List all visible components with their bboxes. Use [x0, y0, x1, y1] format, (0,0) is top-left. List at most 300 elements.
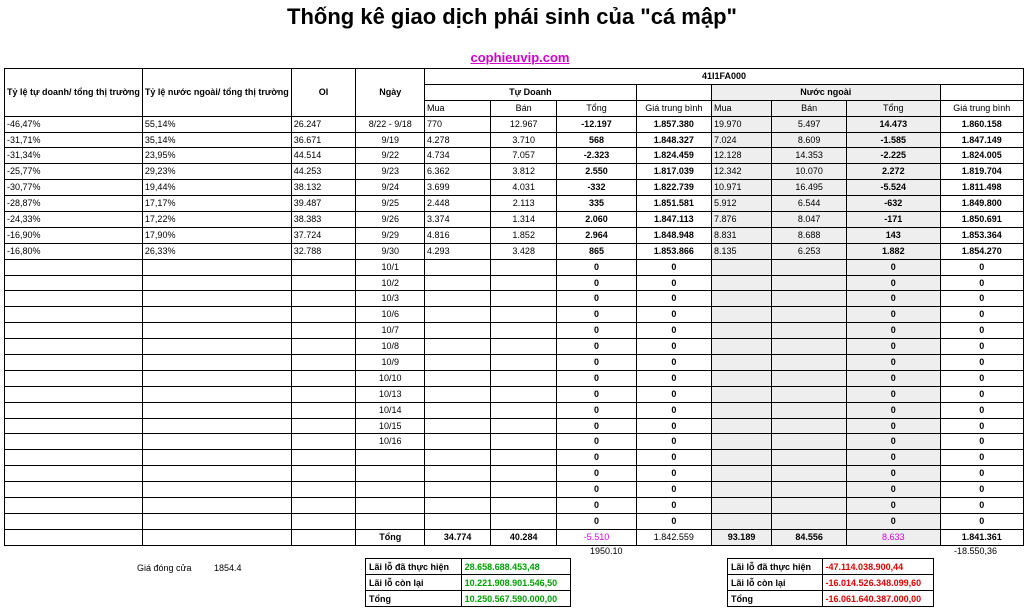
cell-tdm [425, 259, 491, 275]
cell-tdb [491, 450, 557, 466]
cell-date [356, 482, 425, 498]
cell-tdt: -12.197 [557, 116, 636, 132]
cell-tdm [425, 386, 491, 402]
cell-nnb [772, 370, 847, 386]
cell-tdm [425, 402, 491, 418]
cell-tdt: 0 [557, 259, 636, 275]
cell-oi [291, 498, 356, 514]
summary-row [728, 575, 934, 591]
summary-label: Tổng [728, 591, 823, 607]
cell-nnm [711, 307, 771, 323]
page-title: Thống kê giao dịch phái sinh của "cá mập" [287, 4, 737, 29]
table-row [5, 164, 1024, 180]
cell-date: 10/7 [356, 323, 425, 339]
cell-tdm [425, 307, 491, 323]
cell-nnb [772, 386, 847, 402]
cell-date: 10/15 [356, 418, 425, 434]
cell-tdm [425, 498, 491, 514]
cell-nng: 1.811.498 [940, 180, 1023, 196]
cell-nnm: 12.128 [711, 148, 771, 164]
cell-date: 10/10 [356, 370, 425, 386]
cell-tdb [491, 307, 557, 323]
cell-nnb [772, 466, 847, 482]
cell-tdm: 4.816 [425, 227, 491, 243]
cell-tdb [491, 513, 557, 529]
cell-nnb: 10.070 [772, 164, 847, 180]
cell-nnm [711, 482, 771, 498]
cell-tdb [491, 386, 557, 402]
cell-tdg: 0 [636, 291, 711, 307]
cell-nnb [772, 259, 847, 275]
cell-date: 9/29 [356, 227, 425, 243]
cell-tdt: 0 [557, 307, 636, 323]
table-row [5, 466, 1024, 482]
cell-nnt: -5.524 [847, 180, 940, 196]
cell-date: 9/23 [356, 164, 425, 180]
header-date: Ngày [356, 69, 425, 117]
cell-r1 [5, 307, 143, 323]
header-td-gia: Giá trung bình [636, 100, 711, 116]
header-nuoc-ngoai-ratio: Tỷ lệ nước ngoài/ tổng thị trường [142, 69, 291, 117]
cell-oi [291, 513, 356, 529]
cell-nnb [772, 355, 847, 371]
cell-tdg: 1.848.327 [636, 132, 711, 148]
table-row [5, 196, 1024, 212]
table-row [5, 291, 1024, 307]
cell-oi: 44.253 [291, 164, 356, 180]
cell-r2 [142, 498, 291, 514]
cell-r1: -16,80% [5, 243, 143, 259]
summary-value: 28.658.688.453,48 [461, 559, 570, 575]
cell-tdb: 12.967 [491, 116, 557, 132]
cell-nng: 1.854.270 [940, 243, 1023, 259]
cell-date: 10/3 [356, 291, 425, 307]
cell-nnt: 0 [847, 482, 940, 498]
table-row [5, 418, 1024, 434]
table-row [5, 243, 1024, 259]
cell-nnb [772, 418, 847, 434]
cell-nnb: 8.609 [772, 132, 847, 148]
cell-nnt: 14.473 [847, 116, 940, 132]
cell-r2: 17,22% [142, 212, 291, 228]
cell-r2 [142, 482, 291, 498]
table-row [5, 275, 1024, 291]
cell-tdm: 4.278 [425, 132, 491, 148]
cell-nng: 1.819.704 [940, 164, 1023, 180]
cell-tdb: 2.113 [491, 196, 557, 212]
cell-r1 [5, 402, 143, 418]
cell-tdg: 0 [636, 275, 711, 291]
cell-oi: 26.247 [291, 116, 356, 132]
nn-below-value: -18.550,36 [954, 546, 998, 556]
cell-tdt: 0 [557, 339, 636, 355]
cell-nng: 1.860.158 [940, 116, 1023, 132]
cell-nnm [711, 498, 771, 514]
summary-label: Lãi lỗ còn lại [728, 575, 823, 591]
cell-r2: 23,95% [142, 148, 291, 164]
cell-date: 9/22 [356, 148, 425, 164]
cell-nnm: 19.970 [711, 116, 771, 132]
cell-oi: 44.514 [291, 148, 356, 164]
cell-nnm: 10.971 [711, 180, 771, 196]
cell-nnm [711, 355, 771, 371]
cell-tdg: 0 [636, 466, 711, 482]
cell-nnb [772, 339, 847, 355]
cell-tdb: 4.031 [491, 180, 557, 196]
cell-date: 10/1 [356, 259, 425, 275]
cell-oi: 38.132 [291, 180, 356, 196]
cell-r2 [142, 323, 291, 339]
cell-nng: 0 [940, 275, 1023, 291]
summary-value: 10.221.908.901.546,50 [461, 575, 570, 591]
cell-tdg: 1.853.866 [636, 243, 711, 259]
cell-nnb: 6.253 [772, 243, 847, 259]
cell-tdg: 0 [636, 498, 711, 514]
cell-nnt: 0 [847, 339, 940, 355]
cell-date: 10/14 [356, 402, 425, 418]
cell-r1: -24,33% [5, 212, 143, 228]
cell-nnm: 8.831 [711, 227, 771, 243]
cell-nnt: 1.882 [847, 243, 940, 259]
table-row [5, 132, 1024, 148]
cell-tdg: 1.847.113 [636, 212, 711, 228]
cell-nnt: -1.585 [847, 132, 940, 148]
header-group-nuoc-ngoai: Nước ngoài [711, 84, 940, 100]
cell-tdb: 3.710 [491, 132, 557, 148]
cell-oi [291, 355, 356, 371]
cell-r2 [142, 259, 291, 275]
cell-tdm: 2.448 [425, 196, 491, 212]
cell-oi [291, 482, 356, 498]
cell-tdg: 0 [636, 418, 711, 434]
cell-nnm [711, 323, 771, 339]
cell-nng: 0 [940, 323, 1023, 339]
cell-tdb [491, 466, 557, 482]
cell-nnm [711, 291, 771, 307]
cell-nng: 0 [940, 498, 1023, 514]
cell-r1: -28,87% [5, 196, 143, 212]
cell-tdb [491, 355, 557, 371]
cell-date [356, 498, 425, 514]
cell-nng: 0 [940, 370, 1023, 386]
cell-nnb [772, 450, 847, 466]
cell-tdb [491, 482, 557, 498]
table-row [5, 116, 1024, 132]
cell-tdb: 3.428 [491, 243, 557, 259]
cell-tdt: 0 [557, 498, 636, 514]
cell-r2: 29,23% [142, 164, 291, 180]
cell-tdm [425, 323, 491, 339]
cell-nnb [772, 291, 847, 307]
header-nn-gia: Giá trung bình [940, 100, 1023, 116]
cell-oi [291, 323, 356, 339]
cell-oi [291, 370, 356, 386]
cell-nnb: 16.495 [772, 180, 847, 196]
summary-nuoc-ngoai [727, 558, 934, 607]
cell-oi [291, 386, 356, 402]
cell-r2: 19,44% [142, 180, 291, 196]
cell-tdg: 0 [636, 355, 711, 371]
cell-tdm [425, 434, 491, 450]
cell-nnb [772, 275, 847, 291]
total-td-tong: -5.510 [557, 529, 636, 545]
header-nn-ban: Bán [772, 100, 847, 116]
cell-nng: 0 [940, 482, 1023, 498]
cell-r2 [142, 355, 291, 371]
cell-tdg: 0 [636, 450, 711, 466]
cell-nng: 0 [940, 339, 1023, 355]
summary-label: Lãi lỗ đã thực hiện [728, 559, 823, 575]
total-row [5, 529, 1024, 545]
cell-tdm [425, 275, 491, 291]
cell-tdb: 7.057 [491, 148, 557, 164]
cell-r2: 35,14% [142, 132, 291, 148]
cell-tdm: 6.362 [425, 164, 491, 180]
summary-label: Lãi lỗ còn lại [366, 575, 462, 591]
cell-nnm: 8.135 [711, 243, 771, 259]
cell-oi [291, 339, 356, 355]
cell-tdt: 0 [557, 450, 636, 466]
cell-nng: 0 [940, 307, 1023, 323]
cell-tdm [425, 355, 491, 371]
cell-tdt: -332 [557, 180, 636, 196]
summary-row [366, 591, 571, 607]
table-row [5, 212, 1024, 228]
cell-r1: -30,77% [5, 180, 143, 196]
header-contract: 41I1FA000 [425, 69, 1024, 85]
cell-tdb [491, 339, 557, 355]
cell-nng: 0 [940, 259, 1023, 275]
cell-nnt: 0 [847, 275, 940, 291]
table-row [5, 227, 1024, 243]
cell-nng: 1.853.364 [940, 227, 1023, 243]
cell-date: 9/19 [356, 132, 425, 148]
cell-nnm [711, 402, 771, 418]
table-row [5, 339, 1024, 355]
cell-tdb [491, 434, 557, 450]
cell-nnm [711, 339, 771, 355]
cell-tdt: 0 [557, 370, 636, 386]
cell-nng: 0 [940, 513, 1023, 529]
cell-r2: 55,14% [142, 116, 291, 132]
table-row [5, 355, 1024, 371]
trading-table [4, 68, 1024, 546]
cell-nnt: 143 [847, 227, 940, 243]
table-row [5, 450, 1024, 466]
cell-tdg: 0 [636, 386, 711, 402]
cell-oi: 36.671 [291, 132, 356, 148]
cell-r1: -46,47% [5, 116, 143, 132]
cell-nng: 0 [940, 466, 1023, 482]
cell-tdg: 0 [636, 259, 711, 275]
cell-nnm [711, 434, 771, 450]
table-row [5, 259, 1024, 275]
cell-r1 [5, 339, 143, 355]
total-td-mua: 34.774 [425, 529, 491, 545]
cell-tdg: 1.817.039 [636, 164, 711, 180]
site-link[interactable]: cophieuvip.com [470, 50, 570, 65]
cell-nnt: 0 [847, 466, 940, 482]
header-td-tong: Tổng [557, 100, 636, 116]
cell-tdt: -2.323 [557, 148, 636, 164]
cell-nnt: -2.225 [847, 148, 940, 164]
cell-oi: 37.724 [291, 227, 356, 243]
cell-oi: 38.383 [291, 212, 356, 228]
cell-oi [291, 450, 356, 466]
cell-nnb: 8.688 [772, 227, 847, 243]
cell-tdt: 0 [557, 323, 636, 339]
cell-tdg: 1.851.581 [636, 196, 711, 212]
cell-r1 [5, 291, 143, 307]
cell-r2 [142, 339, 291, 355]
cell-nnt: -171 [847, 212, 940, 228]
header-oi: OI [291, 69, 356, 117]
cell-tdg: 0 [636, 307, 711, 323]
cell-tdm: 4.734 [425, 148, 491, 164]
summary-row [728, 591, 934, 607]
cell-tdb: 1.314 [491, 212, 557, 228]
total-td-ban: 40.284 [491, 529, 557, 545]
cell-tdb [491, 323, 557, 339]
total-td-gia: 1.842.559 [636, 529, 711, 545]
cell-tdg: 1.822.739 [636, 180, 711, 196]
header-td-ban: Bán [491, 100, 557, 116]
cell-date: 10/8 [356, 339, 425, 355]
cell-tdb: 3.812 [491, 164, 557, 180]
header-tu-doanh-ratio: Tỷ lệ tự doanh/ tổng thị trường [5, 69, 143, 117]
cell-nnt: 2.272 [847, 164, 940, 180]
cell-r1 [5, 323, 143, 339]
cell-nng: 0 [940, 355, 1023, 371]
cell-r2: 17,90% [142, 227, 291, 243]
total-nn-mua: 93.189 [711, 529, 771, 545]
close-price-value: 1854.4 [214, 563, 242, 573]
cell-r2 [142, 402, 291, 418]
cell-nnt: 0 [847, 355, 940, 371]
cell-nng: 1.824.005 [940, 148, 1023, 164]
cell-nnm: 5.912 [711, 196, 771, 212]
cell-r2: 17,17% [142, 196, 291, 212]
cell-tdm: 4.293 [425, 243, 491, 259]
cell-nnb [772, 482, 847, 498]
cell-tdt: 865 [557, 243, 636, 259]
cell-date [356, 450, 425, 466]
cell-r1 [5, 418, 143, 434]
table-row [5, 323, 1024, 339]
cell-tdm [425, 482, 491, 498]
summary-value: 10.250.567.590.000,00 [461, 591, 570, 607]
cell-tdt: 568 [557, 132, 636, 148]
header-group-tu-doanh: Tự Doanh [425, 84, 637, 100]
cell-nnb: 14.353 [772, 148, 847, 164]
cell-r1 [5, 450, 143, 466]
summary-value: -16.014.526.348.099,60 [822, 575, 933, 591]
cell-r1: -25,77% [5, 164, 143, 180]
cell-r2 [142, 370, 291, 386]
summary-label: Lãi lỗ đã thực hiện [366, 559, 462, 575]
cell-oi: 39.487 [291, 196, 356, 212]
cell-tdg: 0 [636, 402, 711, 418]
cell-nnt: 0 [847, 402, 940, 418]
cell-nng: 0 [940, 291, 1023, 307]
cell-tdg: 0 [636, 434, 711, 450]
header-td-mua: Mua [425, 100, 491, 116]
cell-tdt: 0 [557, 418, 636, 434]
cell-nnb [772, 402, 847, 418]
cell-nnt: 0 [847, 450, 940, 466]
cell-tdm [425, 418, 491, 434]
cell-date: 9/30 [356, 243, 425, 259]
cell-r2: 26,33% [142, 243, 291, 259]
cell-tdb [491, 370, 557, 386]
cell-tdm [425, 291, 491, 307]
cell-r1: -31,34% [5, 148, 143, 164]
cell-tdg: 0 [636, 513, 711, 529]
cell-date: 10/6 [356, 307, 425, 323]
cell-tdm [425, 370, 491, 386]
cell-r1 [5, 498, 143, 514]
cell-tdb [491, 402, 557, 418]
cell-date: 10/2 [356, 275, 425, 291]
table-row [5, 402, 1024, 418]
cell-tdt: 0 [557, 275, 636, 291]
cell-r1 [5, 355, 143, 371]
cell-date [356, 513, 425, 529]
cell-oi [291, 402, 356, 418]
cell-nnt: 0 [847, 307, 940, 323]
summary-tu-doanh [365, 558, 571, 607]
cell-tdg: 1.857.380 [636, 116, 711, 132]
table-row [5, 498, 1024, 514]
cell-tdm: 770 [425, 116, 491, 132]
cell-date: 9/25 [356, 196, 425, 212]
cell-nnm [711, 513, 771, 529]
cell-oi [291, 291, 356, 307]
summary-row [366, 559, 571, 575]
cell-tdb [491, 259, 557, 275]
cell-nnt: 0 [847, 434, 940, 450]
cell-r2 [142, 291, 291, 307]
cell-nnm [711, 386, 771, 402]
cell-date [356, 466, 425, 482]
cell-nnt: -632 [847, 196, 940, 212]
cell-nnm: 12.342 [711, 164, 771, 180]
summary-label: Tổng [366, 591, 462, 607]
cell-nnb [772, 434, 847, 450]
cell-tdb: 1.852 [491, 227, 557, 243]
cell-r1 [5, 434, 143, 450]
cell-nng: 0 [940, 434, 1023, 450]
cell-nnm [711, 259, 771, 275]
cell-tdb [491, 498, 557, 514]
cell-nnb: 8.047 [772, 212, 847, 228]
cell-oi [291, 434, 356, 450]
cell-oi: 32.788 [291, 243, 356, 259]
cell-r1 [5, 466, 143, 482]
cell-r1 [5, 275, 143, 291]
cell-nnb: 5.497 [772, 116, 847, 132]
cell-r2 [142, 307, 291, 323]
cell-tdm: 3.374 [425, 212, 491, 228]
cell-nnb [772, 323, 847, 339]
cell-r2 [142, 450, 291, 466]
cell-nng: 1.849.800 [940, 196, 1023, 212]
cell-tdt: 2.550 [557, 164, 636, 180]
cell-date: 9/26 [356, 212, 425, 228]
table-row [5, 482, 1024, 498]
table-row [5, 307, 1024, 323]
cell-nnm [711, 450, 771, 466]
